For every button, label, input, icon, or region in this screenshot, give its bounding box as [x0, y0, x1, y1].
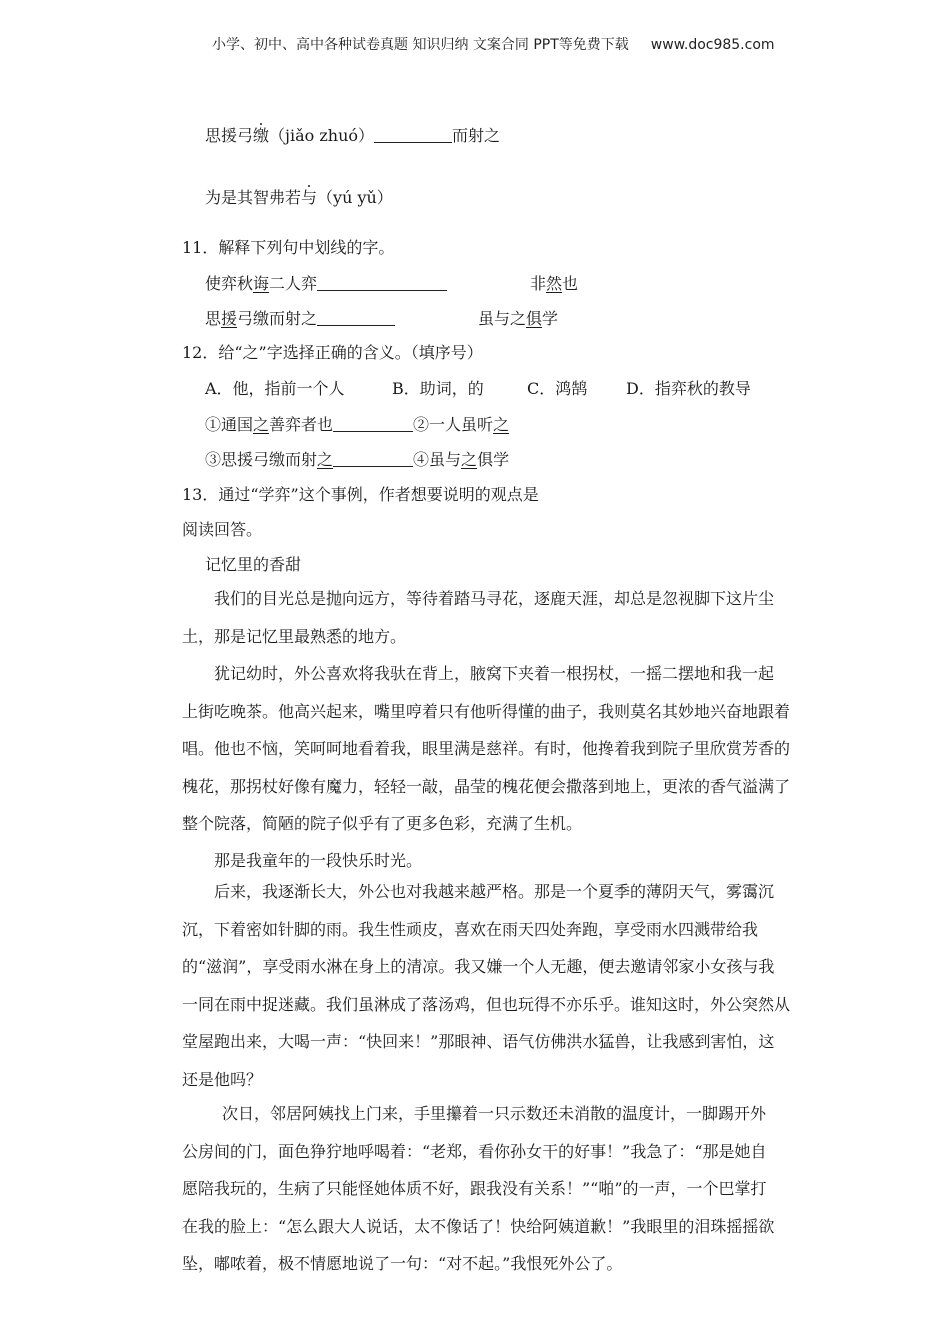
underlined-char: 然	[546, 274, 563, 293]
paragraph-line: 唱。他也不恼，笑呵呵地看着我，眼里满是慈祥。有时，他搀着我到院子里欣赏芳香的	[182, 739, 791, 758]
answer-blank[interactable]	[317, 309, 395, 326]
underlined-char: 俱	[526, 309, 543, 328]
underlined-char: 援	[221, 309, 238, 328]
dotted-char: 与	[301, 188, 318, 207]
paragraph-line: 上街吃晚茶。他高兴起来，嘴里哼着只有他听得懂的曲子，我则莫名其妙地兴奋地跟着	[182, 701, 791, 721]
q12-option-a: A．他，指前一个人	[205, 379, 345, 398]
text-segment: 而射之	[452, 126, 501, 145]
underlined-char: 之	[317, 450, 334, 469]
reading-paragraph-1	[182, 580, 854, 655]
reading-instruction: 阅读回答。	[182, 520, 263, 539]
reading-paragraph-2	[182, 655, 854, 843]
paragraph-line: 沉，下着密如针脚的雨。我生性顽皮，喜欢在雨天四处奔跑，享受雨水四溅带给我	[182, 919, 759, 939]
text-segment: ④虽与	[413, 450, 462, 469]
paragraph-line: 的“滋润”，享受雨水淋在身上的清凉。我又嫌一个人无趣，便去邀请邻家小女孩与我	[182, 957, 775, 976]
paragraph-line: 堂屋跑出来，大喝一声：“快回来！”那眼神、语气仿佛洪水猛兽，让我感到害怕，这	[182, 1032, 775, 1051]
q12-option-c: C．鸿鹄	[527, 379, 588, 398]
paragraph-line: 土，那是记忆里最熟悉的地方。	[182, 626, 407, 646]
paragraph-line: 犹记幼时，外公喜欢将我驮在背上，腋窝下夹着一根拐杖，一摇二摆地和我一起	[214, 664, 775, 683]
answer-blank[interactable]	[374, 126, 452, 143]
pinyin-options: （yú yǔ）	[317, 188, 393, 207]
paragraph-line: 坠，嘟哝着，极不情愿地说了一句：“对不起。”我恨死外公了。	[182, 1254, 623, 1273]
pinyin-line-1	[205, 126, 500, 146]
text-segment: ②一人虽听	[413, 415, 494, 434]
q11-item-3	[205, 309, 395, 329]
dotted-char: 缴	[253, 126, 270, 145]
q11-item-1	[205, 274, 447, 294]
text-segment: 虽与之	[478, 309, 527, 328]
q12-option-d: D．指弈秋的教导	[626, 379, 751, 398]
paragraph-line: 一同在雨中捉迷藏。我们虽淋成了落汤鸡，但也玩得不亦乐乎。谁知这时，外公突然从	[182, 994, 791, 1014]
text-segment: 也	[562, 274, 579, 293]
paragraph-line: 槐花，那拐杖好像有魔力，轻轻一敲，晶莹的槐花便会撒落到地上，更浓的香气溢满了	[182, 776, 791, 796]
q12-option-b: B．助词，的	[392, 379, 484, 398]
text-segment: 学	[542, 309, 559, 328]
text-segment: 思	[205, 309, 222, 328]
q11-item-2	[530, 274, 578, 294]
text-segment: ③思援弓缴而射	[205, 450, 318, 469]
paragraph-line: 那是我童年的一段快乐时光。	[214, 851, 423, 870]
reading-paragraph-5	[182, 1095, 854, 1283]
text-segment: 思援弓	[205, 126, 254, 145]
q12-items-row-2	[205, 450, 509, 470]
q13-title: 13．通过“学弈”这个事例，作者想要说明的观点是	[182, 485, 539, 504]
text-segment: 为是其智弗若	[205, 188, 302, 207]
text-segment: 弓缴而射之	[237, 309, 318, 328]
pinyin-line-2	[205, 188, 393, 208]
answer-blank[interactable]	[317, 274, 447, 291]
header-text: 小学、初中、高中各种试卷真题 知识归纳 文案合同 PPT等免费下载	[212, 37, 629, 53]
answer-blank[interactable]	[333, 415, 413, 432]
pinyin-options: （jiǎo zhuó）	[269, 126, 375, 145]
paragraph-line: 还是他吗？	[182, 1069, 263, 1089]
answer-blank[interactable]	[333, 450, 413, 467]
text-segment: 非	[530, 274, 547, 293]
reading-title: 记忆里的香甜	[205, 555, 302, 574]
q12-title: 12．给“之”字选择正确的含义。（填序号）	[182, 343, 483, 362]
header-url: www.doc985.com	[650, 37, 775, 53]
q11-title: 11．解释下列句中划线的字。	[182, 238, 395, 257]
q11-item-4	[478, 309, 558, 329]
paragraph-line: 次日，邻居阿姨找上门来，手里攥着一只示数还未消散的温度计，一脚踢开外	[222, 1104, 767, 1123]
paragraph-line: 在我的脸上：“怎么跟大人说话，太不像话了！快给阿姨道歉！”我眼里的泪珠摇摇欲	[182, 1216, 775, 1236]
text-segment: 二人弈	[269, 274, 318, 293]
q12-items-row-1	[205, 415, 509, 435]
paragraph-line: 愿陪我玩的，生病了只能怪她体质不好，跟我没有关系！”“啪”的一声，一个巴掌打	[182, 1179, 767, 1198]
text-segment: 俱学	[477, 450, 510, 469]
text-segment: 善弈者也	[269, 415, 334, 434]
text-segment: 使弈秋	[205, 274, 254, 293]
underlined-char: 之	[253, 415, 270, 434]
text-segment: ①通国	[205, 415, 254, 434]
paragraph-line: 整个院落，简陋的院子似乎有了更多色彩，充满了生机。	[182, 814, 583, 833]
underlined-char: 之	[461, 450, 478, 469]
reading-paragraph-4	[182, 873, 854, 1098]
paragraph-line: 公房间的门，面色狰狞地呼喝着：“老郑，看你孙女干的好事！”我急了：“那是她自	[182, 1141, 767, 1161]
underlined-char: 之	[493, 415, 510, 434]
paragraph-line: 我们的目光总是抛向远方，等待着踏马寻花，逐鹿天涯，却总是忽视脚下这片尘	[214, 589, 775, 608]
paragraph-line: 后来，我逐渐长大，外公也对我越来越严格。那是一个夏季的薄阴天气，雾霭沉	[214, 882, 775, 901]
underlined-char: 诲	[253, 274, 270, 293]
page-header	[212, 34, 775, 54]
